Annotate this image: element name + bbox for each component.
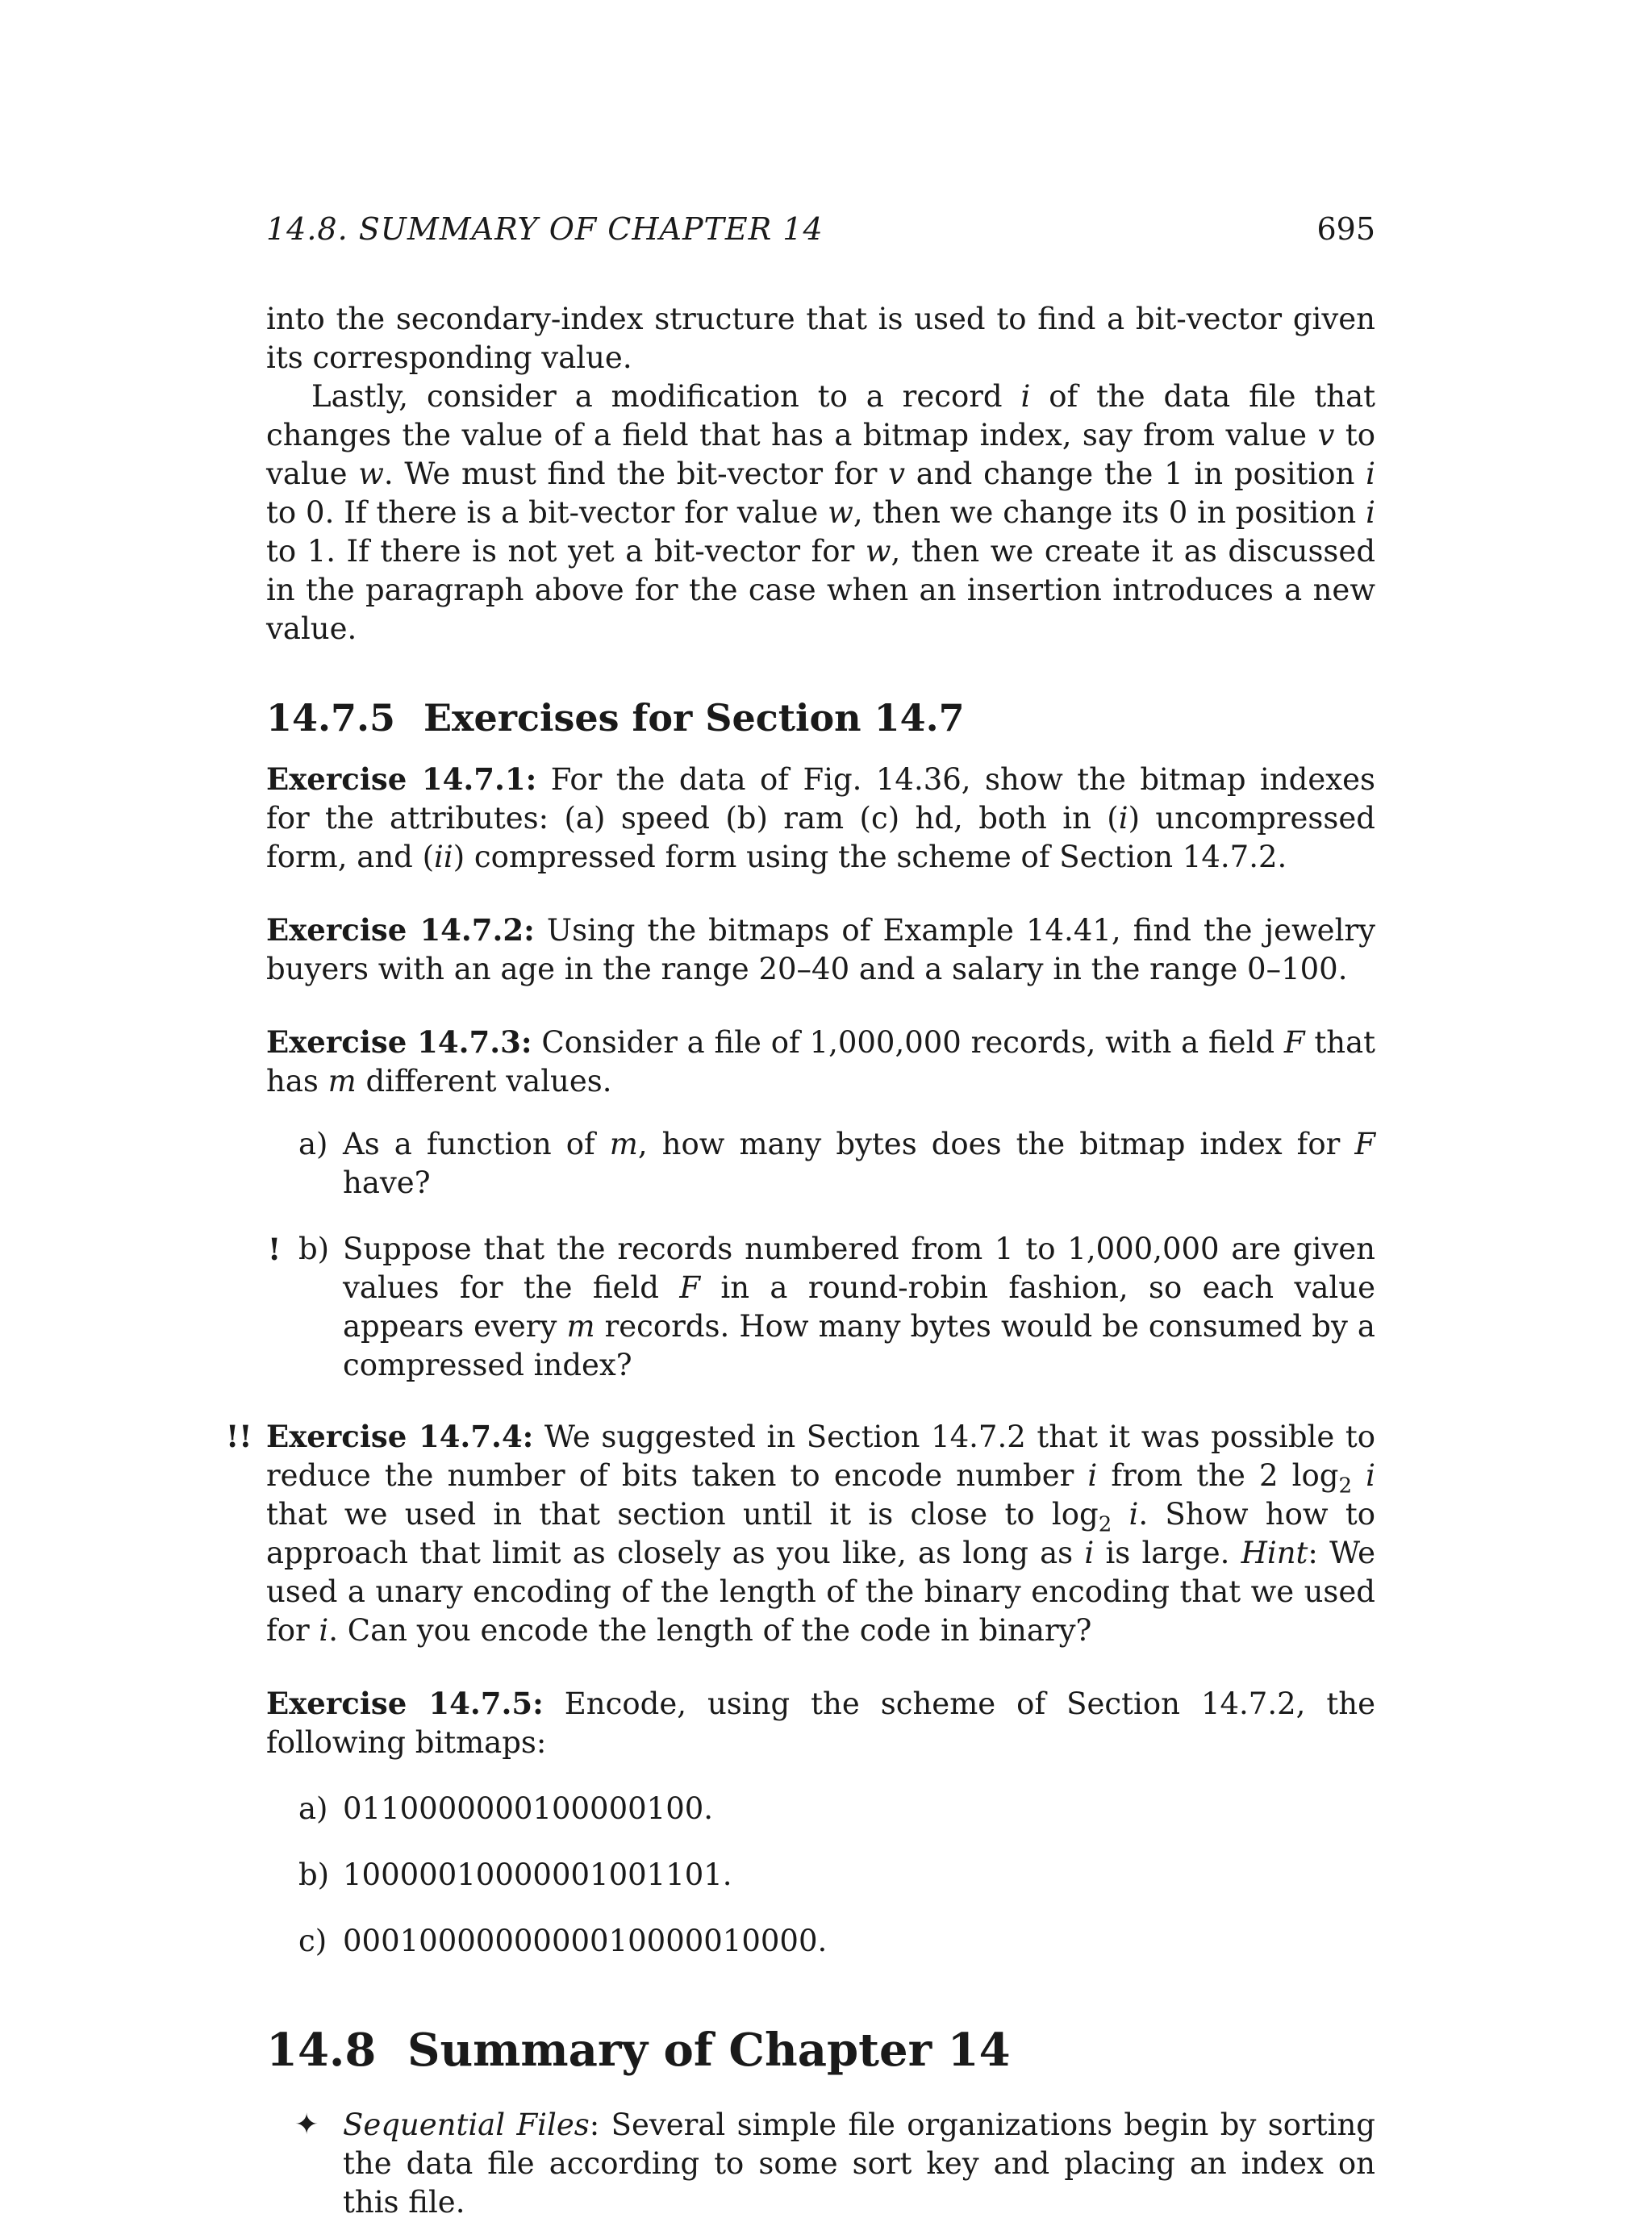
difficulty-mark: !! — [226, 1419, 252, 1454]
summary-bullet-sequential-files: ✦ Sequential Files: Several simple file organizations begin by sorting the data file according to some sort key and placing an index on this file. — [294, 2107, 1375, 2220]
exercise-14-7-3-items — [266, 1125, 1375, 1385]
exercise-label: Exercise 14.7.2: — [266, 912, 535, 948]
diamond-icon: ✦ — [294, 2108, 319, 2141]
list-item: b) 10000010000001001101. — [298, 1857, 732, 1892]
running-head — [266, 211, 1375, 247]
exercise-14-7-3: Exercise 14.7.3: Consider a file of 1,000,000 records, with a field F that has m different values. — [266, 1024, 1376, 1098]
page-number: 695 — [1316, 211, 1375, 247]
subsection-title: Exercises for Section 14.7 — [423, 696, 965, 740]
section-title: Summary of Chapter 14 — [407, 2024, 1011, 2077]
summary-term: Sequential Files — [343, 2107, 590, 2142]
list-item: ! b) Suppose that the records numbered from 1 to 1,000,000 are given values for the field F in a round-robin fashion, so each value appears every m records. How many bytes would be consumed by a compressed index? — [268, 1232, 1375, 1382]
section-number: 14.8 — [266, 2024, 377, 2077]
exercise-label: Exercise 14.7.3: — [266, 1024, 532, 1060]
exercise-14-7-1: Exercise 14.7.1: For the data of Fig. 14.36, show the bitmap indexes for the attributes: (a) speed (b) ram (c) hd, both in (i) uncompressed form, and (ii) compressed form using the scheme of Section 14.7.2. — [266, 761, 1376, 874]
subsection-heading — [266, 695, 1375, 740]
exercise-label: Exercise 14.7.1: — [266, 761, 537, 797]
exercise-14-7-2: Exercise 14.7.2: Using the bitmaps of Example 14.41, find the jewelry buyers with an age in the range 20–40 and a salary in the range 0–100. — [266, 912, 1376, 986]
running-head-title: 14.8. SUMMARY OF CHAPTER 14 — [266, 211, 824, 247]
exercise-label: Exercise 14.7.5: — [266, 1686, 544, 1721]
exercise-14-7-5: Exercise 14.7.5: Encode, using the scheme of Section 14.7.2, the following bitmaps: — [266, 1686, 1375, 1760]
subsection-number: 14.7.5 — [266, 696, 396, 740]
list-item: a) 0110000000100000100. — [298, 1791, 714, 1826]
list-item: a) As a function of m, how many bytes does the bitmap index for F have? — [298, 1127, 1375, 1200]
exercise-label: Exercise 14.7.4: — [266, 1419, 534, 1454]
exercise-14-7-4: !! Exercise 14.7.4: We suggested in Section 14.7.2 that it was possible to reduce the number of bits taken to encode number i from the 2 $\log_2 i$ that we used in that section until it is close to $\log_2 i$. Show how to approach that limit as closely as you like, as long as i is large. Hint: We used a unary encoding of the length of the binary encoding that we used for i. Can you encode the length of the code in binary? — [226, 1419, 1376, 1648]
paragraph-modification: Lastly, consider a modification to a record i of the data file that changes the value of a field that has a bitmap index, say from value v to value w. We must find the bit-vector for v and change the 1 in position i to 0. If there is a bit-vector for value w, then we change its 0 in position i to 1. If there is not yet a bit-vector for w, then we create it as discussed in the paragraph above for the case when an insertion introduces a new value. — [266, 379, 1376, 646]
section-heading — [266, 2024, 1375, 2077]
list-item: c) 0001000000000010000010000. — [298, 1924, 828, 1958]
paragraph-continuation: into the secondary-index structure that is used to find a bit-vector given its corresponding value. — [266, 302, 1375, 375]
exercise-14-7-5-items — [266, 1790, 1375, 1961]
body-text — [226, 300, 1376, 2222]
difficulty-mark: ! — [268, 1232, 282, 1267]
